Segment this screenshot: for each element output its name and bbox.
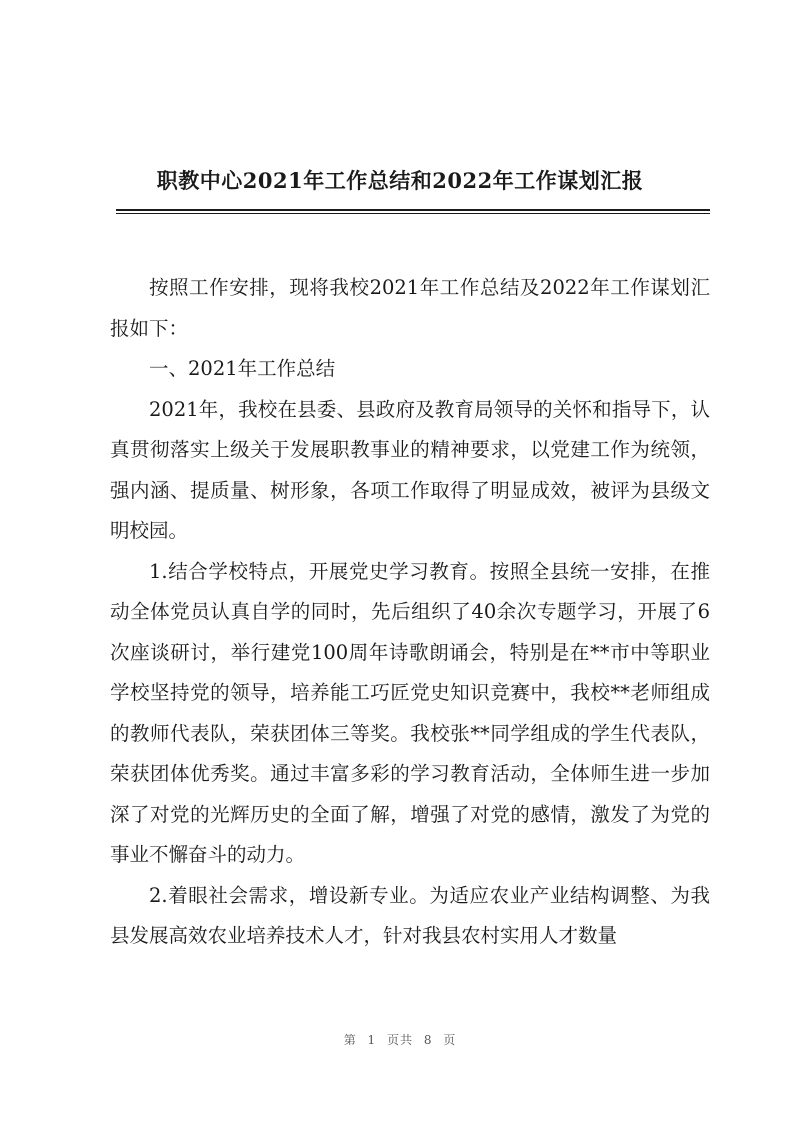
intro-paragraph: 按照工作安排，现将我校2021年工作总结及2022年工作谋划汇报如下： — [110, 276, 710, 340]
document-title: 职教中心2021年工作总结和2022年工作谋划汇报 — [156, 168, 644, 193]
page-footer: 第 1 页共 8 页 — [343, 1033, 457, 1047]
document-body — [110, 268, 710, 957]
title-underline — [116, 209, 710, 211]
title-underline-thin — [116, 213, 710, 214]
section-heading: 一、2021年工作总结 — [149, 357, 336, 380]
summary-paragraph: 2021年，我校在县委、县政府及教育局领导的关怀和指导下，认真贯彻落实上级关于发展职教事业的精神要求，以党建工作为统领，强内涵、提质量、树形象，各项工作取得了明显成效，被评为县级文明校园。 — [110, 397, 710, 542]
item-1-paragraph: 1.结合学校特点，开展党史学习教育。按照全县统一安排，在推动全体党员认真自学的同时，先后组织了40余次专题学习，开展了6次座谈研讨，举行建党100周年诗歌朗诵会，特别是在**市中等职业学校坚持党的领导，培养能工巧匠党史知识竞赛中，我校**老师组成的教师代表队，荣获团体三等奖。我校张**同学组成的学生代表队，荣获团体优秀奖。通过丰富多彩的学习教育活动，全体师生进一步加深了对党的光辉历史的全面了解，增强了对党的感情，激发了为党的事业不懈奋斗的动力。 — [110, 559, 710, 866]
item-2-paragraph: 2.着眼社会需求，增设新专业。为适应农业产业结构调整、为我县发展高效农业培养技术人才，针对我县农村实用人才数量 — [110, 883, 710, 947]
